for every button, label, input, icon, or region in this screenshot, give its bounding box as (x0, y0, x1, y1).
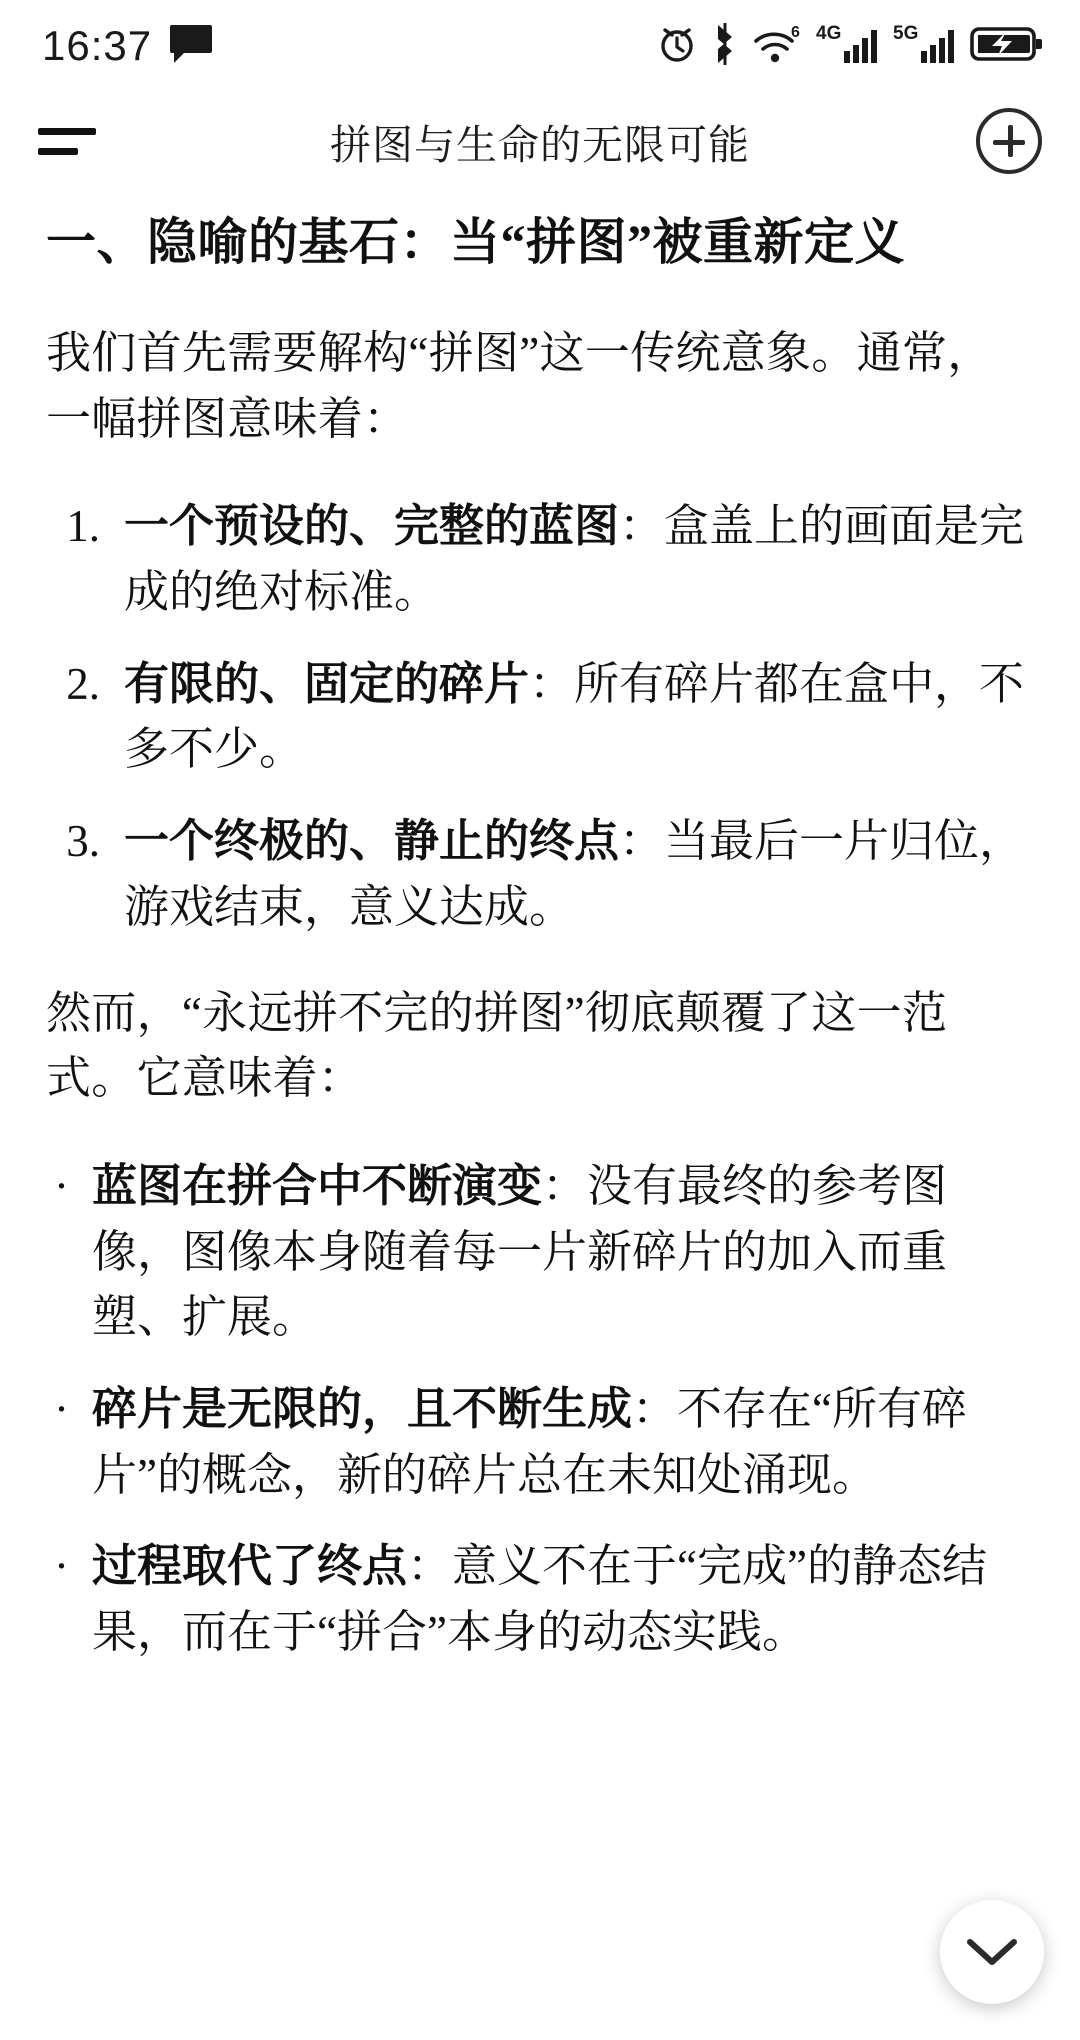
app-bar (0, 92, 1080, 190)
page-title: 拼图与生命的无限可能 (330, 121, 750, 168)
bluetooth-icon (710, 21, 740, 72)
list-item-lead: 一个终极的、静止的终点 (124, 816, 620, 867)
numbered-list (46, 494, 1034, 940)
bullet-dot-icon: · (54, 1383, 69, 1434)
signal-5g-icon (893, 21, 959, 72)
add-icon[interactable] (976, 108, 1042, 174)
section-heading: 一、隐喻的基石：当“拼图”被重新定义 (46, 214, 905, 270)
list-item (46, 494, 1034, 625)
list-item-rest: ：不存在“所有碎片”的概念，新的碎片总在未知处涌现。 (92, 1383, 967, 1500)
svg-text:4G: 4G (816, 22, 842, 44)
document-body (0, 190, 1080, 1666)
transition-paragraph: 然而，“永远拼不完的拼图”彻底颠覆了这一范式。它意味着： (46, 987, 948, 1104)
list-item-body (92, 1377, 1034, 1508)
chevron-down-icon (964, 1934, 1020, 1970)
menu-icon[interactable] (38, 106, 108, 176)
list-item-lead: 过程取代了终点 (92, 1541, 408, 1592)
list-item (46, 1377, 1034, 1508)
list-item (46, 1534, 1034, 1665)
list-item-lead: 一个预设的、完整的蓝图 (124, 501, 620, 552)
list-item (46, 652, 1034, 783)
list-item-lead: 碎片是无限的，且不断生成 (92, 1383, 633, 1434)
list-item-rest: ：当最后一片归位，游戏结束，意义达成。 (124, 816, 1025, 932)
list-item-lead: 蓝图在拼合中不断演变 (92, 1160, 543, 1211)
status-bar (0, 0, 1080, 92)
status-clock: 16:37 (42, 22, 153, 69)
list-item-body (124, 809, 1034, 940)
list-item-index: 3. (66, 816, 100, 867)
list-item (46, 809, 1034, 940)
battery-charging-icon (970, 24, 1046, 69)
bullet-dot-icon: · (54, 1541, 69, 1592)
list-item-rest: ：所有碎片都在盒中，不多不少。 (124, 658, 1025, 775)
list-item-rest: ：盒盖上的画面是完成的绝对标准。 (124, 501, 1025, 618)
list-item-index: 2. (66, 658, 100, 709)
wifi-icon (751, 21, 805, 72)
list-item-body (92, 1154, 1034, 1351)
status-bar-right (655, 21, 1046, 72)
signal-4g-icon (816, 21, 882, 72)
bullet-list (46, 1154, 1034, 1666)
list-item-body (92, 1534, 1034, 1665)
bullet-dot-icon: · (54, 1160, 69, 1211)
alarm-icon (655, 22, 699, 71)
list-item-body (124, 652, 1034, 783)
list-item-rest: ：没有最终的参考图像，图像本身随着每一片新碎片的加入而重塑、扩展。 (92, 1160, 948, 1343)
wifi-gen-label: 6 (791, 23, 800, 41)
list-item (46, 1154, 1034, 1351)
scroll-down-button[interactable] (940, 1900, 1044, 2004)
svg-text:5G: 5G (893, 22, 919, 44)
list-item-rest: ：意义不在于“完成”的静态结果，而在于“拼合”本身的动态实践。 (92, 1541, 987, 1657)
status-bar-left (42, 22, 214, 71)
list-item-body (124, 494, 1034, 625)
list-item-lead: 有限的、固定的碎片 (124, 658, 530, 709)
message-bubble-icon (168, 22, 214, 71)
intro-paragraph: 我们首先需要解构“拼图”这一传统意象。通常，一幅拼图意味着： (46, 328, 993, 444)
list-item-index: 1. (66, 501, 100, 552)
